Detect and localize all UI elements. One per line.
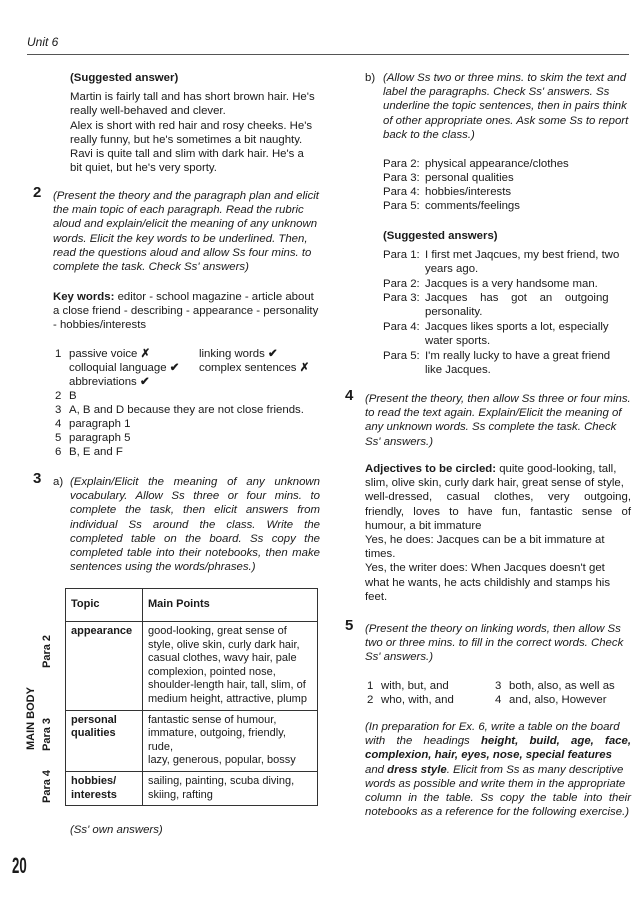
points-cell: good-looking, great sense of style, olive skin, curly dark hair, casual clothes, wavy hair, pale complexion, pointed nose, shoulder-length hair, tall, slim, of medium height, attractive, plump [143,622,318,711]
answer-item: passive voice ✗ [69,348,151,360]
exercise-3a-instructions-end [70,560,320,574]
answer-item: paragraph 5 [69,432,131,444]
answer-number: 2 [367,694,374,706]
adjectives-block: Adjectives to be circled: quite good-looking, tall, slim, olive skin, curly dark hair, great sense of style, well-dressed, casual clothes, very outgoing, friendly, loves to have fun, fantastic sense of humour, a bit immature Yes, he does: Jacques can be a bit immature at times. Yes, the writer does: When Jacques doesn't get what he wants, he acts childishly and stamps his feet. [365,463,631,603]
adjectives-line: slim, olive skin, curly dark hair, great sense of style, [365,477,624,490]
answer-line: times. [365,548,396,561]
exercise-3a-label: a) [53,476,64,488]
key-words-text: a close friend - describing - appearance - personality [53,305,319,318]
suggested-answer-block [70,71,320,175]
points-cell: sailing, painting, scuba diving, skiing, rafting [143,771,318,805]
check-mark-icon: ✔ [268,348,278,360]
unit-header: Unit 6 [27,35,59,49]
para-label: Para 2: [383,158,420,170]
para-label: Para 5: [383,200,420,212]
answer-number: 1 [55,348,62,360]
key-words-label: Key words: [53,291,115,303]
key-words-block [53,290,328,333]
answer-line: what he wants, he acts childishly and stamps his [365,576,611,589]
points-cell: fantastic sense of humour, immature, outgoing, friendly, rude, lazy, generous, popular, bossy [143,710,318,771]
suggested-line: Martin is fairly tall and has short brown hair. He's [70,91,315,104]
note-line: column in the table. Ss copy the table into their [365,792,631,805]
answer-item: who, with, and [381,694,454,706]
instruction-line: Ss' answers.) [365,435,434,448]
topic-cell: appearance [66,622,143,711]
suggested-sentence: I first met Jaqcues, my best friend, two years ago. [425,249,620,276]
instruction-line: Ss' answers.) [365,651,434,664]
answer-line: Yes, he does: Jacques can be a bit immature at [365,534,605,547]
cross-mark-icon: ✗ [140,348,151,360]
exercise-3a-instructions [70,475,320,560]
answer-item: A, B and D because they are not close friends. [69,404,304,416]
own-answers-note: (Ss' own answers) [70,824,163,836]
answer-item: B, E and F [69,446,123,458]
suggested-line: Alex is short with red hair and rosy cheeks. He's [70,119,313,132]
answer-item: B [69,390,77,402]
adjectives-label: Adjectives to be circled: [365,463,497,475]
topic-cell: personal qualities [66,710,143,771]
main-points-header: Main Points [143,589,318,622]
instruction-line: completed table into their notebooks, then make [70,547,320,560]
instruction-line: any unknown words. Ss complete the task. Check [365,421,617,434]
suggested-answers-heading: (Suggested answers) [383,230,498,242]
para-label: Para 4: [383,186,420,198]
table-row [66,771,318,805]
suggested-line: Ravi is quite tall and slim with dark hair. He's a [70,148,304,161]
topic-header: Topic [66,589,143,622]
header-rule [27,54,629,55]
answer-number: 5 [55,432,62,444]
suggested-sentence: Jacques has got an outgoing personality. [425,292,609,319]
answer-item: both, also, as well as [509,680,615,692]
check-mark-icon: ✔ [169,362,180,374]
adjectives-line: well-dressed, casual clothes, very outgoing, [365,491,631,504]
suggested-sentence: I'm really lucky to have a great friend like Jacques. [425,350,611,377]
instruction-line: two or three mins. to fill in the correct words. Check [365,637,624,650]
exercise-2-number: 2 [33,184,42,201]
exercise-b-instructions [383,71,630,142]
answer-number: 4 [495,694,502,706]
note-line: words as possible and write them in the appropriate [365,777,626,790]
preparation-note [365,720,631,819]
instruction-line: back to the class.) [383,128,475,141]
answer-item: abbreviations ✔ [69,376,150,388]
para-topic: comments/feelings [425,200,520,212]
cross-mark-icon: ✗ [299,362,310,374]
para-label: Para 2: [383,278,420,290]
instruction-line: vocabulary. Allow Ss three or four mins. to [70,490,320,503]
instruction-line: (Present the theory, then allow Ss three or four mins. [365,393,631,405]
exercise-5-number: 5 [345,617,354,634]
adjectives-line: friendly, loves to have fun, fantastic sense of [365,505,631,518]
answer-number: 1 [367,680,374,692]
table-row [66,710,318,771]
answer-number: 6 [55,446,62,458]
instruction-line: underline the topic sentences, then in pairs think [383,100,627,113]
instruction-line: read the questions aloud and allow Ss four mins. to [53,246,312,259]
instruction-line: words. Elicit the key words to be underlined. Then, [53,232,308,245]
suggested-answer-heading: (Suggested answer) [70,72,179,84]
topic-cell: hobbies/ interests [66,771,143,805]
answer-item: paragraph 1 [69,418,131,430]
answer-line: Yes, the writer does: When Jacques doesn't get [365,562,605,575]
table-row [66,622,318,711]
para-label: Para 4: [383,321,420,333]
suggested-line: really well-behaved and clever. [70,105,226,118]
answer-item: with, but, and [381,680,449,692]
key-words-text: editor - school magazine - article about [114,291,314,303]
note-line: notebooks as a reference for the following exercise.) [365,806,630,819]
para-label: Para 3: [383,172,420,184]
adjectives-line: humour, a bit immature [365,519,482,532]
para-label: Para 5: [383,350,420,362]
exercise-4-instructions [365,392,631,449]
instruction-line: individual Ss around the class. Write the [70,518,320,531]
suggested-sentence: Jacques is a very handsome man. [425,278,598,290]
main-points-table [65,588,318,806]
answer-item: and, also, However [509,694,607,706]
para-4-label: Para 4 [41,769,53,803]
note-line: (In preparation for Ex. 6, write a table on the board [365,721,620,733]
suggested-line: bit quiet, but he's very sporty. [70,162,217,175]
answer-number: 2 [55,390,62,402]
para-topic: physical appearance/clothes [425,158,569,170]
answer-item: colloquial language ✔ [69,362,180,374]
suggested-line: really funny, but he's sometimes a bit naughty. [70,133,303,146]
answer-number: 3 [55,404,62,416]
table-header-row [66,589,318,622]
answer-item: linking words ✔ [199,348,278,360]
note-line: and dress style. Elicit from Ss as many descriptive [365,763,624,776]
key-words-text: - hobbies/interests [53,319,147,332]
instruction-line: (Explain/Elicit the meaning of any unknown [70,476,320,488]
suggested-sentence: Jacques likes sports a lot, especially water sports. [425,321,609,348]
instruction-line: sentences using the words/phrases.) [70,561,256,573]
exercise-2-instructions [53,189,321,274]
note-line: complexion, hair, eyes, nose, special features [365,749,612,762]
para-2-label: Para 2 [41,634,53,668]
instruction-line: label the paragraphs. Check Ss' answers. Ss [383,86,610,99]
para-3-label: Para 3 [41,717,53,751]
answer-number: 4 [55,418,62,430]
instruction-line: the main topic of each paragraph. Read the rubric [53,204,304,217]
instruction-line: complete the task. Check Ss' answers) [53,261,249,274]
instruction-line: to read the text again. Explain/Elicit the meaning of [365,407,622,420]
main-body-label: MAIN BODY [25,687,37,750]
instruction-line: (Present the theory and the paragraph plan and elicit [53,190,319,202]
para-topic: hobbies/interests [425,186,512,198]
check-mark-icon: ✔ [139,376,150,388]
instruction-line: (Present the theory on linking words, then allow Ss [365,623,621,635]
answer-item: complex sentences ✗ [199,362,310,374]
instruction-line: complete the task, then elicit answers from [70,504,320,517]
instruction-line: (Allow Ss two or three mins. to skim the text and [383,72,627,84]
page-number: 20 [12,853,27,878]
instruction-line: aloud and explain/elicit the meaning of any unknown [53,218,318,231]
exercise-5-instructions [365,622,631,665]
instruction-line: completed table on the board. Ss copy the [70,532,320,545]
answer-line: feet. [365,590,388,603]
exercise-3-number: 3 [33,470,42,487]
exercise-b-label: b) [365,72,376,84]
exercise-4-number: 4 [345,387,354,404]
para-label: Para 1: [383,249,420,261]
para-topic: personal qualities [425,172,514,184]
note-line: with the headings height, build, age, face, [365,735,631,748]
instruction-line: of other appropriate ones. Ask some Ss to report [383,114,629,127]
para-label: Para 3: [383,292,420,304]
answer-number: 3 [495,680,502,692]
